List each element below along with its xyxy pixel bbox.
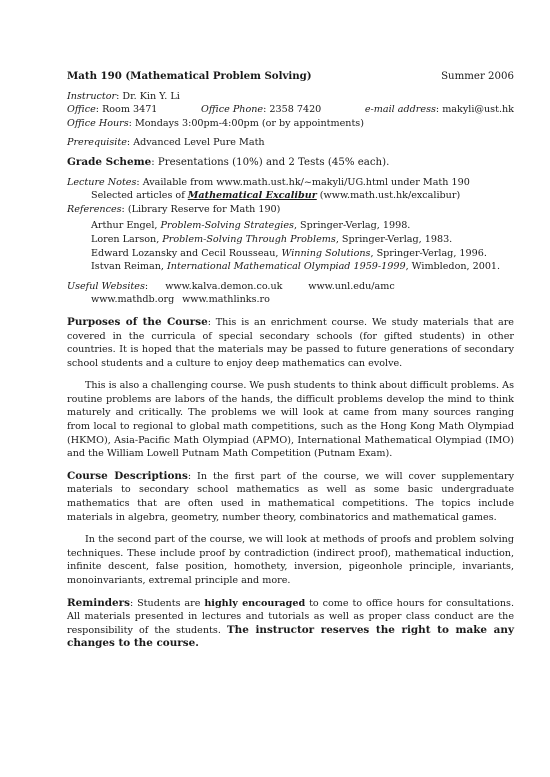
reference-rest: , Springer-Verlag, 1998. (293, 220, 411, 232)
reference-rest: , Springer-Verlag, 1996. (370, 247, 487, 259)
phone-value: : 2358 7420 (263, 104, 322, 116)
reference-rest: , Wimbledon, 2001. (405, 261, 501, 273)
email-label: e-mail address (364, 104, 436, 116)
reference-title: Problem-Solving Strategies (160, 220, 294, 232)
reminders-text-2: to come to office hours for consultations. All materials presented in lectures and tutorials as well as proper class conduct are the responsibility of the students. (67, 597, 514, 636)
grade-label: Grade Scheme (67, 155, 152, 168)
instructor-label: Instructor (67, 90, 117, 102)
purposes-text-1: : This is an enrichment course. We study materials that are covered in the curricula of special secondary schools (for gifted students) in other countries. It is hoped that the materials may be passed to future generations of secondary school students and a culture to enjoy deep mathematics can evolve. (67, 316, 514, 369)
website-link[interactable]: www.unl.edu/amc (308, 280, 395, 292)
reference-rest: , Springer-Verlag, 1983. (335, 233, 453, 245)
website-link[interactable]: www.mathdb.org (91, 294, 175, 306)
hours-value: : Mondays 3:00pm-4:00pm (or by appointments) (128, 117, 364, 129)
reference-item (67, 247, 514, 261)
references-value: : (Library Reserve for Math 190) (121, 203, 281, 215)
useful-websites (67, 280, 514, 307)
reference-title: Problem-Solving Through Problems (162, 233, 336, 245)
prerequisite-line (67, 136, 514, 150)
reference-item (67, 219, 514, 233)
lecture-notes (67, 176, 514, 203)
purposes-paragraph (67, 316, 514, 370)
reference-author: Edward Lozansky and Cecil Rousseau, (91, 247, 282, 259)
grade-line (67, 156, 514, 170)
phone-label: Office Phone (201, 104, 264, 116)
reference-author: Loren Larson, (91, 233, 163, 245)
reminders-emphasis: highly encouraged (204, 597, 306, 609)
reference-title: International Mathematical Olympiad 1959-1999 (167, 261, 406, 273)
grade-value: : Presentations (10%) and 2 Tests (45% each). (151, 156, 390, 168)
office-hours-line (67, 117, 514, 131)
reference-author: Arthur Engel, (91, 220, 161, 232)
instructor-value: : Dr. Kin Y. Li (116, 90, 180, 102)
purposes-paragraph-2: This is also a challenging course. We push students to think about difficult problems. As routine problems are labors of the hands, the difficult problems develop the mind to think maturely and critically. The problems we will look at came from many sources ranging from local to regional to global math competitions, such as the Hong Kong Math Olympiad (HKMO), Asia-Pacific Math Olympiad (APMO), International Mathematical Olympiad (IMO) and the William Lowell Putnam Math Competition (Putnam Exam). (67, 380, 515, 460)
excalibur-title: Mathematical Excalibur (187, 190, 317, 202)
reminders-final: The instructor reserves the right to make any changes to the course. (67, 623, 514, 650)
descriptions-paragraph-2: In the second part of the course, we will look at methods of proofs and problem solving techniques. These include proof by contradiction (indirect proof), mathematical induction, infinite descent, false position, homothety, inversion, pigeonhole principle, invariants, monoinvariants, extremal principle and more. (67, 534, 514, 586)
websites-label: Useful Websites (67, 280, 145, 292)
notes-line1: : Available from www.math.ust.hk/~makyli/UG.html under Math 190 (136, 176, 470, 188)
notes-line2-post: (www.math.ust.hk/excalibur) (316, 190, 461, 202)
email-value: : makyli@ust.hk (435, 104, 514, 116)
office-label: Office (67, 104, 96, 116)
instructor-line (67, 90, 514, 104)
reminders-title: Reminders (67, 596, 130, 609)
reference-author: Istvan Reiman, (91, 261, 168, 273)
references (67, 203, 514, 274)
prerequisite-value: : Advanced Level Pure Math (126, 137, 265, 149)
reminders-text-1: : Students are (129, 597, 205, 609)
descriptions-title: Course Descriptions (67, 469, 188, 482)
websites-colon: : (144, 280, 149, 292)
course-title: Math 190 (Mathematical Problem Solving) (67, 70, 312, 82)
hours-label: Office Hours (67, 117, 129, 129)
reminders-paragraph (67, 597, 514, 651)
notes-label: Lecture Notes (67, 176, 137, 188)
office-value: : Room 3471 (95, 104, 158, 116)
reference-item (67, 233, 514, 247)
notes-line2-pre: Selected articles of (91, 190, 188, 202)
course-term: Summer 2006 (441, 71, 514, 82)
references-label: References (67, 203, 122, 215)
reference-item (67, 260, 514, 274)
prerequisite-label: Prerequisite (67, 137, 127, 149)
descriptions-text-1: : In the first part of the course, we will cover supplementary materials to secondary school mathematics as well as some basic undergraduate mathematics that are often used in mathematical competitions. The topics include materials in algebra, geometry, number theory, combinatorics and mathematical games. (67, 470, 514, 523)
descriptions-paragraph (67, 470, 514, 524)
reference-title: Winning Solutions (281, 247, 371, 259)
website-link[interactable]: www.mathlinks.ro (182, 294, 270, 306)
purposes-title: Purposes of the Course (67, 315, 208, 328)
contact-line (67, 103, 514, 117)
course-header (67, 70, 514, 84)
website-link[interactable]: www.kalva.demon.co.uk (165, 280, 283, 292)
